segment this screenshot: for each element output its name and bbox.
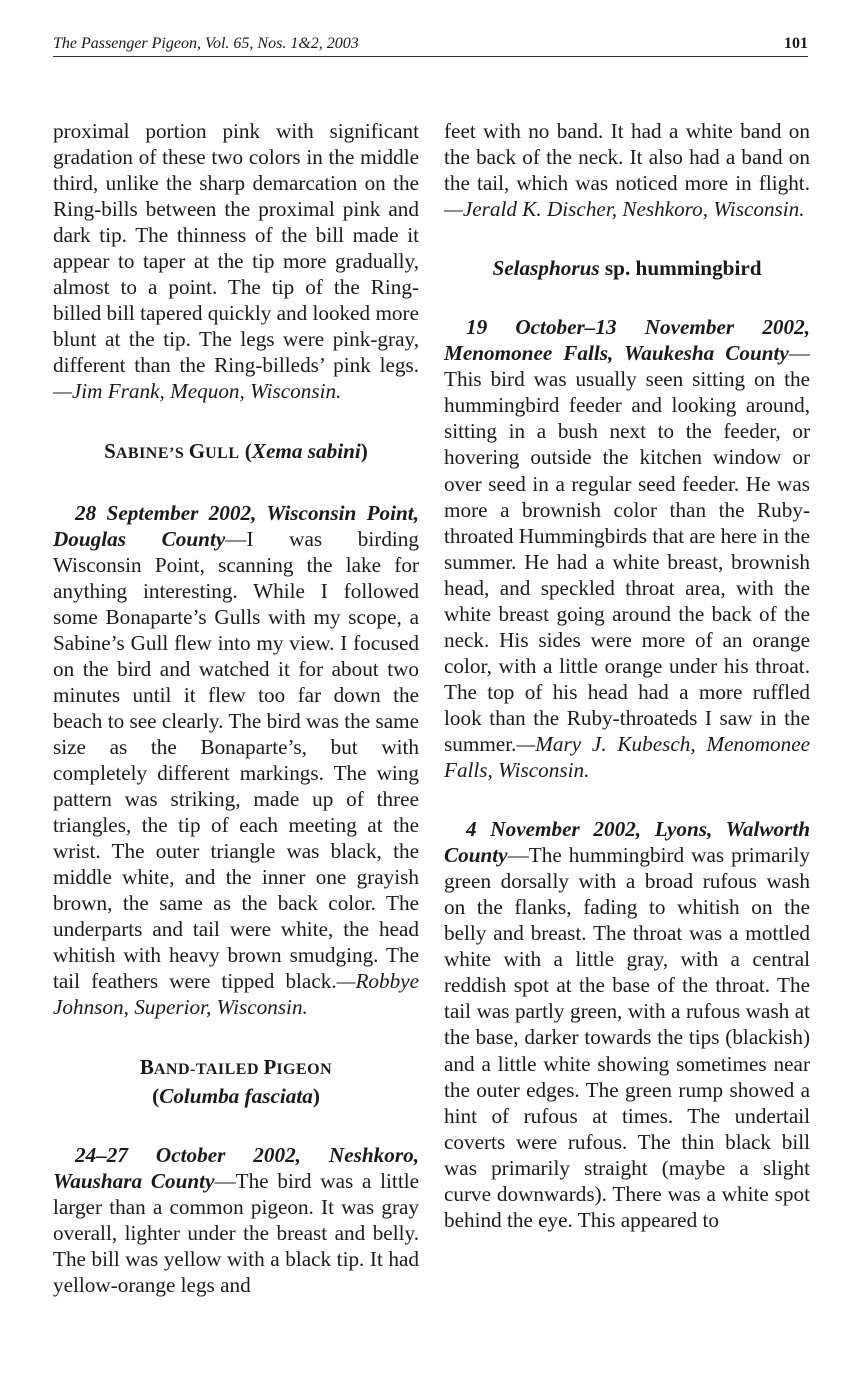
scientific-name: Xema sabini <box>251 438 361 463</box>
record-date-location: 19 October–13 November 2002, Menomonee Falls, Waukesha County <box>444 315 810 366</box>
running-head <box>53 34 808 57</box>
author-signature: —Jim Frank, Mequon, Wisconsin. <box>53 379 342 404</box>
observation-record <box>53 1142 419 1298</box>
page-number: 101 <box>784 35 808 52</box>
left-column <box>53 118 419 1298</box>
record-date-location: 24–27 October 2002, Neshkoro, Waushara County <box>53 1142 419 1193</box>
record-text: —This bird was usually seen sitting on the hummingbird feeder and looking around, sitting in a bush next to the feeder, or hovering outside the kitchen window or over seed in a regular seed feeder. He was more a brownish color than the Ruby-throated Hummingbirds that are here in the summer. He had a white breast, brownish head, and speckled throat area, with the white breast going around the back of the neck. His sides were more of an orange color, with a little orange under his throat. The top of his head had a more ruffled look than the Ruby-throateds I saw in the summer. <box>444 341 810 756</box>
observation-record <box>444 816 810 1233</box>
observation-record <box>444 314 810 783</box>
author-signature: —Mary J. Kubesch, Menomonee Falls, Wisconsin. <box>444 731 810 783</box>
species-heading-sabines-gull: SABINE’S GULL (Xema sabini) <box>104 438 368 463</box>
author-signature: —Robbye Johnson, Superior, Wisconsin. <box>53 969 419 1020</box>
species-heading-scientific-name: (Columba fasciata) <box>152 1083 320 1108</box>
record-text: —The hummingbird was primarily green dorsally with a broad rufous wash on the flanks, fading to whitish on the belly and breast. The throat was a mottled white with a little gray, with a central reddish spot at the base of the throat. The tail was partly green, with a rufous wash at the base, darker towards the tips (blackish) and a little white showing sometimes near the outer edges. The green rump showed a hint of rufous at times. The undertail coverts were rufous. The thin black bill was primarily straight (maybe a slight curve downwards). There was a white spot behind the eye. This appeared to <box>444 843 810 1232</box>
record-date-location: 4 November 2002, Lyons, Walworth County <box>444 817 810 868</box>
paragraph-text: proximal portion pink with significant gradation of these two colors in the middle third, unlike the sharp demarcation on the Ring-bills between the proximal pink and dark tip. The thinness of the bill made it appear to taper at the tip more gradually, almost to a point. The tip of the Ring-billed bill tapered quickly and looked more blunt at the tip. The legs were pink-gray, different than the Ring-billeds’ pink legs. <box>53 119 419 378</box>
scientific-name: Selasphorus <box>492 256 600 281</box>
journal-citation: The Passenger Pigeon, Vol. 65, Nos. 1&2, 2003 <box>53 35 359 52</box>
record-date-location: 28 September 2002, Wisconsin Point, Douglas County <box>53 500 419 551</box>
species-heading-band-tailed-pigeon: BAND-TAILED PIGEON <box>139 1054 333 1079</box>
author-signature: —Jerald K. Discher, Neshkoro, Wisconsin. <box>444 197 805 222</box>
continued-paragraph <box>444 118 810 222</box>
record-text: —I was birding Wisconsin Point, scanning the lake for anything interesting. While I followed some Bonaparte’s Gulls with my scope, a Sabine’s Gull flew into my view. I focused on the bird and watched it for about two minutes until it flew too far down the beach to see clearly. The bird was the same size as the Bonaparte’s, but with completely different markings. The wing pattern was striking, made up of three triangles, the tip of each meeting at the wrist. The outer triangle was black, the middle white, and the inner one grayish brown, the same as the back color. The underparts and tail were white, the head whitish with heavy brown smudging. The tail feathers were tipped black. <box>53 526 419 994</box>
right-column <box>444 118 810 1233</box>
observation-record <box>53 500 419 1021</box>
continued-paragraph <box>53 118 419 405</box>
species-heading-selasphorus: Selasphorus sp. hummingbird <box>492 256 762 281</box>
scientific-name: Columba fasciata <box>159 1083 313 1108</box>
record-text: —The bird was a little larger than a common pigeon. It was gray overall, lighter under the breast and belly. The bill was yellow with a black tip. It had yellow-orange legs and <box>53 1168 419 1297</box>
paragraph-text: feet with no band. It had a white band on the back of the neck. It also had a band on the tail, which was noticed more in flight. <box>444 119 810 196</box>
